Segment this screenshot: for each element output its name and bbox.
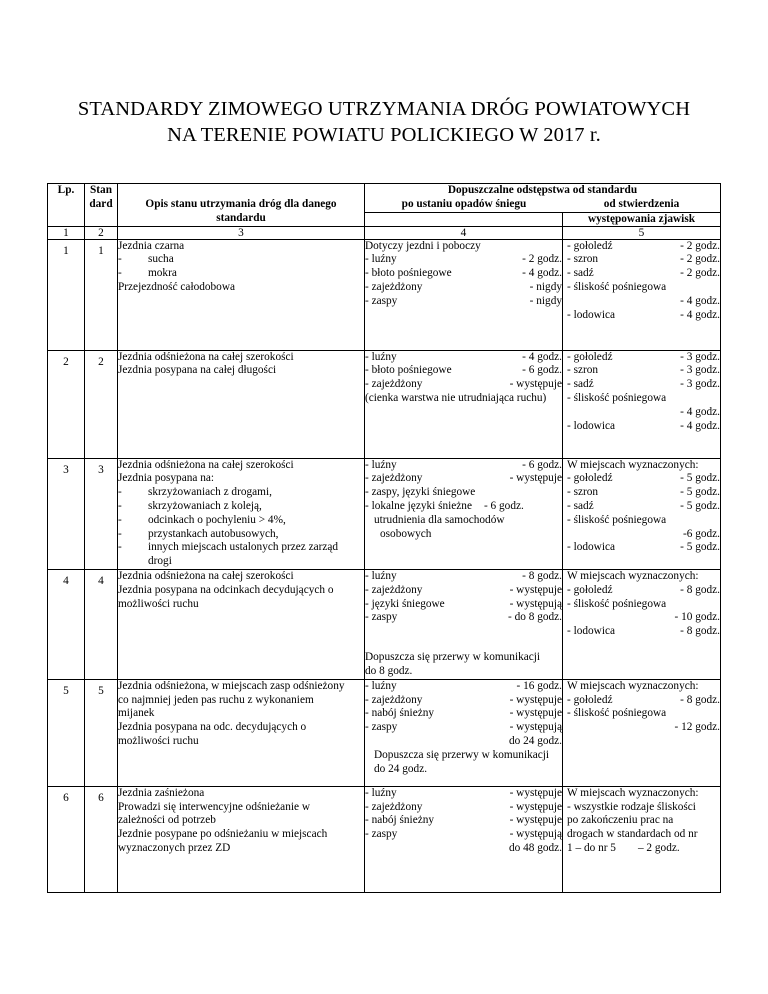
- entry-key: - luźny: [365, 458, 397, 471]
- bullet-text: przystankach autobusowych,: [148, 527, 279, 540]
- opis-line: Jezdnia odśnieżona, w miejscach zasp odśnieżony: [118, 679, 345, 692]
- row-lp: 3: [48, 458, 85, 569]
- row-opis: [118, 679, 365, 786]
- row-standard: 4: [85, 569, 118, 679]
- col-num-2: 2: [85, 226, 118, 239]
- entry-key: - szron: [567, 253, 599, 266]
- entry-key: - lodowica: [567, 419, 615, 432]
- entry-value: - występuje: [509, 472, 562, 485]
- head-line: W miejscach wyznaczonych:: [567, 569, 699, 582]
- col-num-3: 3: [118, 226, 365, 239]
- bullet-dash: -: [118, 253, 122, 266]
- row-po-ustaniu: [365, 239, 563, 350]
- entry: [567, 240, 720, 254]
- header-standard-b: dard: [89, 197, 113, 210]
- entry-value: - nigdy: [529, 280, 562, 293]
- row-po-ustaniu: [365, 458, 563, 569]
- table-row: [48, 458, 721, 569]
- entry-key: - gołoledź: [567, 583, 613, 596]
- header-standard-a: Stan: [90, 184, 112, 196]
- opis-line: Jezdnia odśnieżona na całej szerokości: [118, 569, 294, 582]
- opis-bullet: [118, 267, 364, 281]
- sliskosc-value: - 10 godz.: [674, 611, 720, 624]
- title-line-2: NA TERENIE POWIATU POLICKIEGO W 2017 r.: [167, 124, 601, 146]
- entry-key: - zaspy: [365, 721, 398, 734]
- row-standard: 6: [85, 786, 118, 892]
- bullet-text: sucha: [148, 253, 174, 266]
- entry: [567, 267, 720, 281]
- sliskosc-value: - 4 godz.: [680, 405, 720, 418]
- entry-value: - 5 godz.: [680, 499, 720, 512]
- entry-key: - sadź: [567, 499, 594, 512]
- entry-key: - zajeżdżony: [365, 472, 423, 485]
- entry-key: - zaspy: [365, 828, 398, 841]
- entry-value: - 6 godz.: [522, 364, 562, 377]
- entry: [567, 420, 720, 434]
- column-number-row: [48, 226, 721, 239]
- entry-value: - 4 godz.: [680, 419, 720, 432]
- note-line: Dopuszcza się przerwy w komunikacji: [374, 748, 550, 761]
- entry-key: - gołoledź: [567, 472, 613, 485]
- opis-line: zależności od potrzeb: [118, 814, 216, 827]
- sliskosc-value: - 4 godz.: [680, 294, 720, 307]
- entry-key: - gołoledź: [567, 350, 613, 363]
- table-row: [48, 569, 721, 679]
- entry-key: - luźny: [365, 679, 397, 692]
- bullet-continuation: drogi: [148, 555, 172, 568]
- header-lp: [48, 184, 85, 227]
- opis-line: Jezdnia posypana na całej długości: [118, 364, 277, 377]
- entry-value: - 2 godz.: [522, 253, 562, 266]
- header-opis-b: standardu: [216, 211, 266, 224]
- bullet-dash: -: [118, 527, 122, 540]
- row-standard: 5: [85, 679, 118, 786]
- entry-value: - 2 godz.: [680, 267, 720, 280]
- opis-line: Jezdnia posypana na odc. decydujących o: [118, 721, 307, 734]
- row-po-ustaniu: [365, 679, 563, 786]
- entry: [365, 281, 562, 295]
- text-line: [567, 842, 720, 856]
- entry-key: - lodowica: [567, 308, 615, 321]
- entry-value: - występuje: [509, 786, 562, 799]
- entry-key: - zajeżdżony: [365, 280, 423, 293]
- header-dopuszczalne-label: Dopuszczalne odstępstwa od standardu: [447, 184, 638, 196]
- table-row: [48, 239, 721, 350]
- entry-key: - luźny: [365, 569, 397, 582]
- row-opis: [118, 239, 365, 350]
- opis-line: Jezdnie posypane po odśnieżaniu w miejscach: [118, 828, 328, 841]
- note-line: (cienka warstwa nie utrudniająca ruchu): [365, 391, 547, 404]
- bullet-text: skrzyżowaniach z koleją,: [148, 499, 262, 512]
- row-lp: 4: [48, 569, 85, 679]
- sliskosc-value: -6 godz.: [682, 527, 720, 540]
- entry: [365, 500, 562, 514]
- entry-value: - występuje: [509, 707, 562, 720]
- opis-line: Jezdnia odśnieżona na całej szerokości: [118, 350, 294, 363]
- row-po-ustaniu: [365, 786, 563, 892]
- entry: [365, 364, 562, 378]
- header-dopuszczalne: [365, 184, 721, 213]
- opis-bullet: [118, 500, 364, 514]
- col-num-1: 1: [48, 226, 85, 239]
- entry-key: - zaspy: [365, 294, 398, 307]
- row-od-stwierdzenia: [563, 679, 721, 786]
- entry-line: - zaspy, języki śniegowe: [365, 486, 476, 499]
- row-po-ustaniu: [365, 569, 563, 679]
- opis-line: Jezdnia posypana na:: [118, 472, 214, 485]
- entry: [365, 828, 562, 842]
- entry-key: - języki śniegowe: [365, 597, 445, 610]
- entry: [567, 500, 720, 514]
- row-standard: 3: [85, 458, 118, 569]
- sliskosc-line: - śliskość pośniegowa: [567, 597, 667, 610]
- entry-value: - 5 godz.: [680, 472, 720, 485]
- header-row: [48, 184, 721, 213]
- row-standard: 2: [85, 350, 118, 458]
- opis-bullet: [118, 528, 364, 542]
- sliskosc-line: - śliskość pośniegowa: [567, 391, 667, 404]
- entry-value: - 8 godz.: [522, 569, 562, 582]
- entry-value: - występuje: [509, 693, 562, 706]
- spacer: [365, 625, 562, 638]
- sliskosc-line: - śliskość pośniegowa: [567, 707, 667, 720]
- entry-key: - luźny: [365, 253, 397, 266]
- title-line-1: STANDARDY ZIMOWEGO UTRZYMANIA DRÓG POWIATOWYCH: [77, 98, 691, 120]
- header-opis-a: Opis stanu utrzymania dróg dla danego: [145, 198, 337, 210]
- opis-line: możliwości ruchu: [118, 734, 199, 747]
- entry-key: - szron: [567, 486, 599, 499]
- entry: [365, 253, 562, 267]
- entry-value: - 2 godz.: [680, 239, 720, 252]
- bullet-dash: -: [118, 499, 122, 512]
- entry-key: - błoto pośniegowe: [365, 364, 452, 377]
- entry-key: - luźny: [365, 350, 397, 363]
- entry: [567, 486, 720, 500]
- entry-key: - lokalne języki śnieżne: [365, 499, 472, 512]
- entry: [365, 570, 562, 584]
- entry: [567, 694, 720, 708]
- header-opis: [118, 184, 365, 227]
- header-col4-blank: [365, 212, 563, 226]
- bullet-text: innych miejscach ustalonych przez zarząd: [148, 541, 339, 554]
- entry-value: - 4 godz.: [680, 308, 720, 321]
- entry: [567, 309, 720, 323]
- table-row: [48, 350, 721, 458]
- entry-key: - gołoledź: [567, 239, 613, 252]
- row-opis: [118, 458, 365, 569]
- entry: [365, 584, 562, 598]
- entry-key: - zaspy: [365, 611, 398, 624]
- opis-line: co najmniej jeden pas ruchu z wykonaniem: [118, 693, 314, 706]
- entry-value: - 5 godz.: [680, 486, 720, 499]
- text-line: drogach w standardach od nr: [567, 828, 698, 841]
- entry-value: - występują: [509, 828, 562, 841]
- row-standard: 1: [85, 239, 118, 350]
- opis-line: mijanek: [118, 707, 155, 720]
- entry-value: - występuje: [509, 378, 562, 391]
- bullet-text: mokra: [148, 267, 177, 280]
- opis-bullet: [118, 541, 364, 555]
- header-subheads: [365, 198, 720, 212]
- col-num-5: 5: [563, 226, 721, 239]
- opis-bullet: [118, 514, 364, 528]
- sliskosc-line: - śliskość pośniegowa: [567, 513, 667, 526]
- head-line: W miejscach wyznaczonych:: [567, 458, 699, 471]
- head-line: W miejscach wyznaczonych:: [567, 679, 699, 692]
- row-lp: 2: [48, 350, 85, 458]
- entry: [365, 801, 562, 815]
- entry: [365, 598, 562, 612]
- table-row: [48, 679, 721, 786]
- entry-value: - występuje: [509, 583, 562, 596]
- entry: [365, 721, 562, 735]
- entry-key: - luźny: [365, 786, 397, 799]
- header-od-stwierdzenia-a: od stwierdzenia: [603, 197, 680, 210]
- header-lp-label: Lp.: [57, 184, 75, 196]
- entry: [567, 351, 720, 365]
- text-part: – 2 godz.: [637, 841, 680, 854]
- entry: [365, 472, 562, 486]
- entry-value: - 6 godz.: [522, 458, 562, 471]
- row-lp: 5: [48, 679, 85, 786]
- entry-value: - występują: [509, 721, 562, 734]
- text-line: - wszystkie rodzaje śliskości: [567, 800, 696, 813]
- row-od-stwierdzenia: [563, 458, 721, 569]
- entry: [567, 541, 720, 555]
- entry: [567, 364, 720, 378]
- entry: [365, 694, 562, 708]
- row-lp: 1: [48, 239, 85, 350]
- entry-value: - 4 godz.: [522, 350, 562, 363]
- row-od-stwierdzenia: [563, 569, 721, 679]
- row-od-stwierdzenia: [563, 239, 721, 350]
- opis-line: Jezdnia odśnieżona na całej szerokości: [118, 458, 294, 471]
- entry-key: - sadź: [567, 267, 594, 280]
- entry: [365, 787, 562, 801]
- entry-value: - nigdy: [529, 294, 562, 307]
- row-od-stwierdzenia: [563, 786, 721, 892]
- opis-bullet: [118, 486, 364, 500]
- entry-value: - 16 godz.: [516, 679, 562, 692]
- note-line: do 8 godz.: [365, 664, 413, 677]
- entry-key: - lodowica: [567, 541, 615, 554]
- entry-value: - 5 godz.: [680, 541, 720, 554]
- entry: [365, 707, 562, 721]
- col-num-4: 4: [365, 226, 563, 239]
- opis-bullet: [118, 253, 364, 267]
- row-od-stwierdzenia: [563, 350, 721, 458]
- opis-line: możliwości ruchu: [118, 597, 199, 610]
- bullet-dash: -: [118, 541, 122, 554]
- entry-value: - 3 godz.: [680, 350, 720, 363]
- entry: [567, 584, 720, 598]
- standards-table: [47, 183, 721, 893]
- sliskosc-line: - śliskość pośniegowa: [567, 280, 667, 293]
- entry-key: - błoto pośniegowe: [365, 267, 452, 280]
- row-po-ustaniu: [365, 350, 563, 458]
- bullet-dash: -: [118, 486, 122, 499]
- text-line: W miejscach wyznaczonych:: [567, 786, 699, 799]
- entry-extra: do 48 godz.: [508, 841, 562, 854]
- entry-value: - występują: [509, 597, 562, 610]
- entry-value: - 4 godz.: [522, 267, 562, 280]
- text-line: po zakończeniu prac na: [567, 814, 674, 827]
- row-lp: 6: [48, 786, 85, 892]
- intro-line: Dotyczy jezdni i poboczy: [365, 239, 481, 252]
- entry-value: - 3 godz.: [680, 364, 720, 377]
- row-opis: [118, 350, 365, 458]
- header-od-stwierdzenia-b: występowania zjawisk: [563, 212, 721, 226]
- entry-value: - 8 godz.: [680, 693, 720, 706]
- entry-key: - gołoledź: [567, 693, 613, 706]
- opis-line: Przejezdność całodobowa: [118, 280, 236, 293]
- entry-value: - do 8 godz.: [508, 611, 562, 624]
- bullet-text: odcinkach o pochyleniu > 4%,: [148, 513, 286, 526]
- text-part: 1 – do nr 5: [567, 841, 616, 854]
- note-line: do 24 godz.: [374, 762, 428, 775]
- table-row: [48, 786, 721, 892]
- entry-key: - zajeżdżony: [365, 800, 423, 813]
- row-opis: [118, 786, 365, 892]
- entry: [365, 814, 562, 828]
- entry-value: - 2 godz.: [680, 253, 720, 266]
- bullet-dash: -: [118, 267, 122, 280]
- entry-key: - nabój śnieżny: [365, 707, 435, 720]
- entry-value: - występuje: [509, 814, 562, 827]
- header-po-ustaniu: po ustaniu opadów śniegu: [401, 197, 527, 210]
- entry-key: - szron: [567, 364, 599, 377]
- sliskosc-value: - 12 godz.: [674, 721, 720, 734]
- entry: [365, 378, 562, 392]
- entry-value: - występuje: [509, 800, 562, 813]
- entry-value: - 6 godz.: [483, 499, 524, 512]
- entry: [365, 459, 562, 473]
- entry-extra: do 24 godz.: [508, 734, 562, 747]
- entry-value: - 3 godz.: [680, 378, 720, 391]
- row-opis: [118, 569, 365, 679]
- page-title: [0, 96, 768, 148]
- note-line: utrudnienia dla samochodów: [374, 513, 505, 526]
- opis-line: wyznaczonych przez ZD: [118, 841, 231, 854]
- entry: [365, 351, 562, 365]
- entry-key: - zajeżdżony: [365, 693, 423, 706]
- entry-key: - zajeżdżony: [365, 378, 423, 391]
- header-standard: [85, 184, 118, 227]
- entry: [365, 295, 562, 309]
- entry-key: - sadź: [567, 378, 594, 391]
- spacer: [365, 638, 562, 651]
- entry: [567, 472, 720, 486]
- bullet-dash: -: [118, 513, 122, 526]
- entry: [365, 611, 562, 625]
- entry: [365, 267, 562, 281]
- bullet-text: skrzyżowaniach z drogami,: [148, 486, 272, 499]
- entry: [567, 378, 720, 392]
- opis-line: Jezdnia zaśnieżona: [118, 786, 205, 799]
- entry-key: - lodowica: [567, 625, 615, 638]
- opis-line: Jezdnia czarna: [118, 239, 185, 252]
- opis-line: Jezdnia posypana na odcinkach decydujących o: [118, 583, 334, 596]
- opis-line: Prowadzi się interwencyjne odśnieżanie w: [118, 800, 310, 813]
- entry-key: - zajeżdżony: [365, 583, 423, 596]
- entry-key: - nabój śnieżny: [365, 814, 435, 827]
- entry-value: - 8 godz.: [680, 583, 720, 596]
- note-line: Dopuszcza się przerwy w komunikacji: [365, 651, 541, 664]
- entry: [567, 253, 720, 267]
- entry: [365, 680, 562, 694]
- entry-value: - 8 godz.: [680, 625, 720, 638]
- note-line: osobowych: [380, 527, 432, 540]
- entry: [567, 625, 720, 639]
